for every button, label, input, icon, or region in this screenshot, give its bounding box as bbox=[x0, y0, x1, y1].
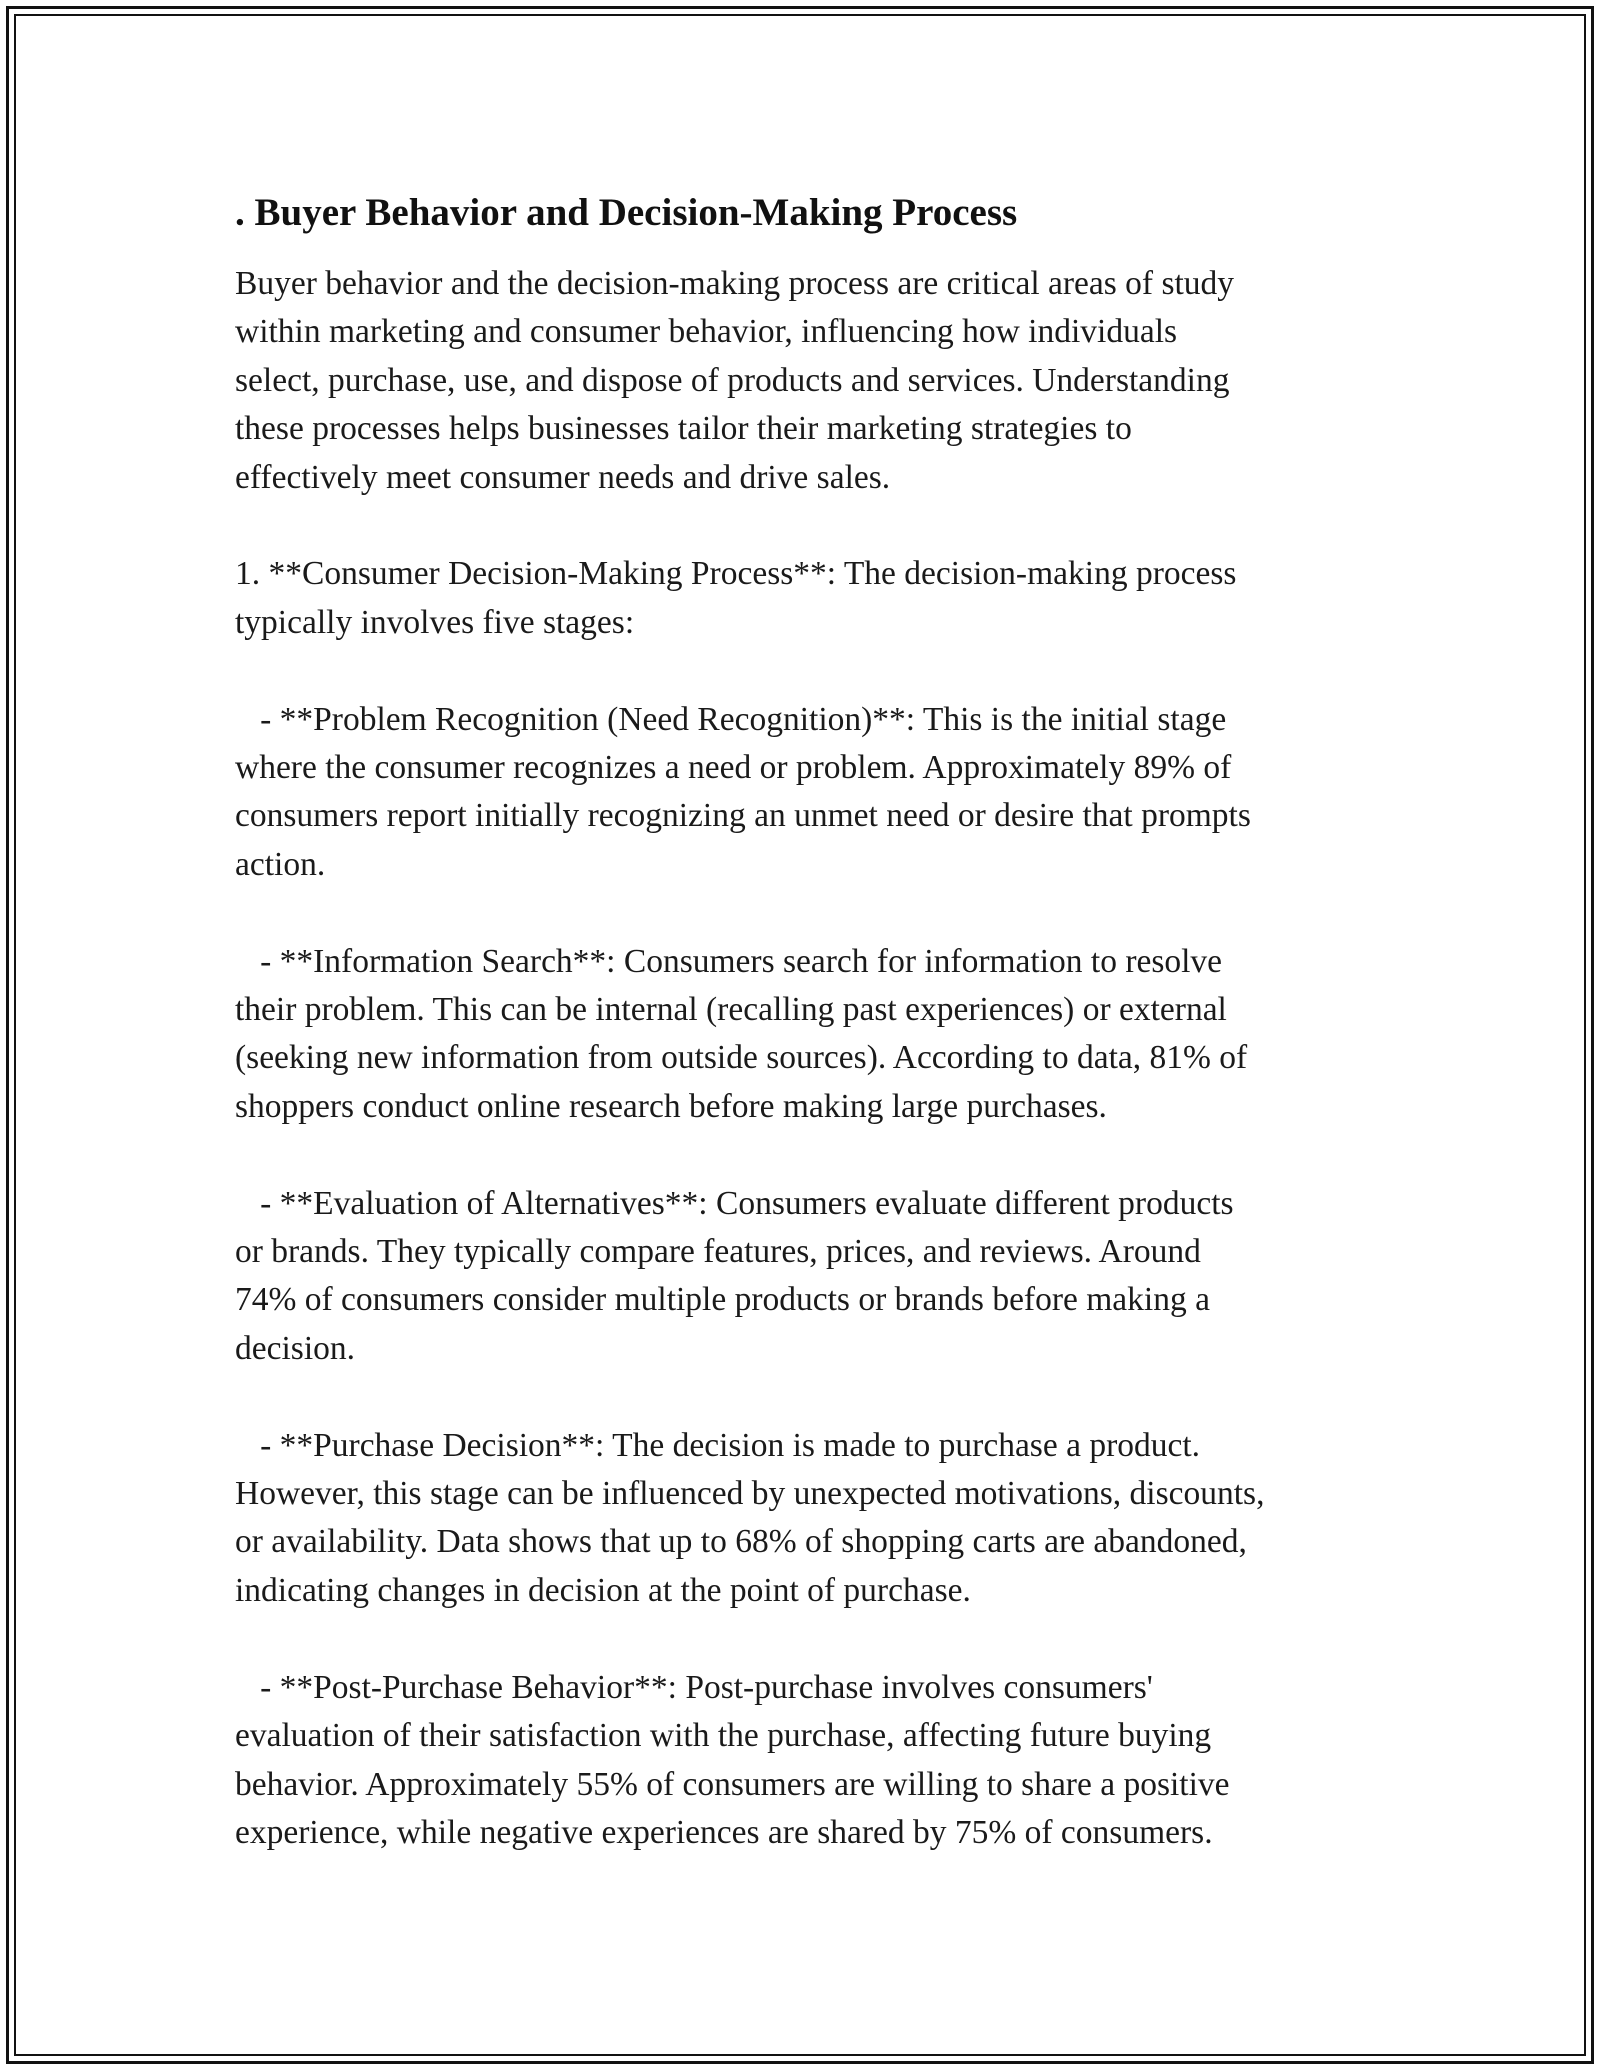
intro-paragraph: Buyer behavior and the decision-making process are critical areas of study within marketing and consumer behavior, influencing how individuals select, purchase, use, and dispose of products and services. Understanding these processes helps businesses tailor their marketing strategies to effectively meet consumer needs and drive sales. bbox=[235, 265, 1235, 496]
document-body bbox=[235, 184, 1375, 1857]
paragraph-gap bbox=[235, 1615, 1375, 1663]
paragraph-gap bbox=[235, 647, 1375, 695]
stage-problem-recognition: - **Problem Recognition (Need Recognition)**: This is the initial stage where the consumer recognizes a need or problem. Approximately 89% of consumers report initially recognizing an unmet need or desire that prompts action. bbox=[235, 700, 1251, 883]
paragraph-gap bbox=[235, 889, 1375, 937]
process-heading-paragraph: 1. **Consumer Decision-Making Process**: The decision-making process typically involves five stages: bbox=[235, 555, 1237, 641]
document-title: . Buyer Behavior and Decision-Making Process bbox=[235, 191, 1018, 234]
paragraph-gap bbox=[235, 1131, 1375, 1179]
paragraph-gap bbox=[235, 1373, 1375, 1421]
stage-purchase-decision: - **Purchase Decision**: The decision is made to purchase a product. However, this stage can be influenced by unexpected motivations, discounts, or availability. Data shows that up to 68% of shopping carts are abandoned, indicating changes in decision at the point of purchase. bbox=[235, 1426, 1265, 1609]
stage-post-purchase-behavior: - **Post-Purchase Behavior**: Post-purchase involves consumers' evaluation of their satisfaction with the purchase, affecting future buying behavior. Approximately 55% of consumers are willing to share a positive experience, while negative experiences are shared by 75% of consumers. bbox=[235, 1668, 1230, 1851]
paragraph-gap bbox=[235, 502, 1375, 550]
stage-information-search: - **Information Search**: Consumers search for information to resolve their problem. This can be internal (recalling past experiences) or external (seeking new information from outside sources). According to data, 81% of shoppers conduct online research before making large purchases. bbox=[235, 942, 1248, 1125]
stage-evaluation-of-alternatives: - **Evaluation of Alternatives**: Consumers evaluate different products or brands. They typically compare features, prices, and reviews. Around 74% of consumers consider multiple products or brands before making a decision. bbox=[235, 1184, 1234, 1367]
